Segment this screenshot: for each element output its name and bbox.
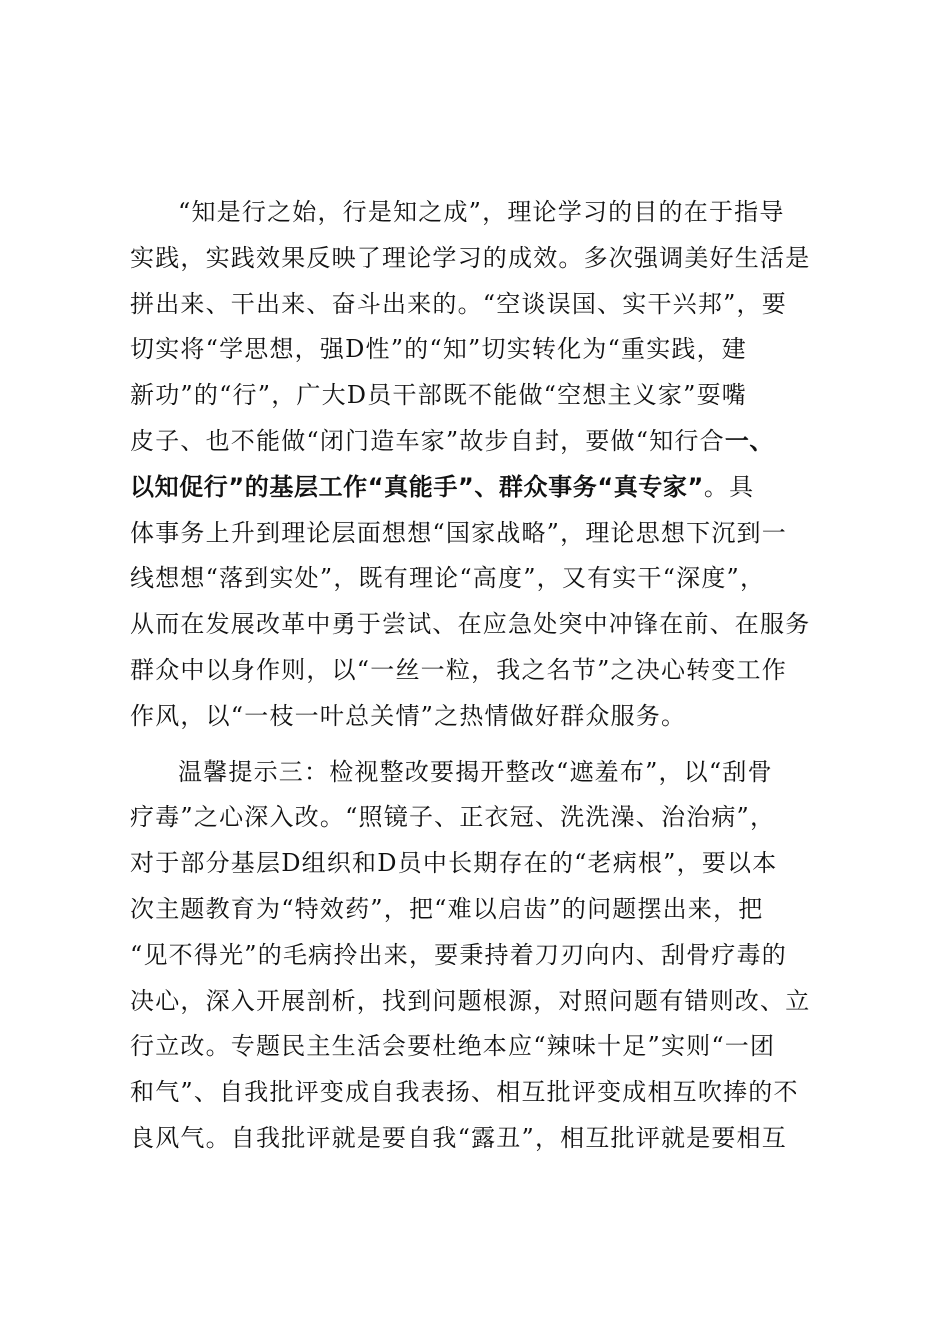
paragraph-1	[130, 190, 850, 740]
text-line: 拼出来、干出来、奋斗出来的。“空谈误国、实干兴邦”，要	[130, 289, 787, 318]
text-line: 线想想“落到实处”，既有理论“高度”，又有实干“深度”，	[130, 564, 766, 593]
text-line: 新功”的“行”，广大D员干部既不能做“空想主义家”耍嘴	[130, 381, 747, 410]
text-line	[130, 419, 850, 465]
text-line: 从而在发展改革中勇于尝试、在应急处突中冲锋在前、在服务	[130, 610, 811, 639]
paragraph-2	[130, 750, 850, 1162]
text-line: 体事务上升到理论层面想想“国家战略”，理论思想下沉到一	[130, 518, 787, 547]
text-line: 切实将“学思想，强D性”的“知”切实转化为“重实践，建	[130, 335, 747, 364]
text-line: 温馨提示三：检视整改要揭开整改“遮羞布”，以“刮骨	[178, 757, 773, 786]
text-line-segment: 皮子、也不能做“闭门造车家”故步自封，要做“知行合	[130, 426, 725, 455]
text-line-segment: 。具	[703, 472, 755, 501]
bold-text-segment: 以知促行”的基层工作“真能手”、群众事务“真专家”	[130, 472, 704, 501]
text-line: 疗毒”之心深入改。“照镜子、正衣冠、洗洗澡、治治病”，	[130, 803, 776, 832]
text-line: 次主题教育为“特效药”，把“难以启齿”的问题摆出来，把	[130, 894, 764, 923]
text-line: 作风，以“一枝一叶总关情”之热情做好群众服务。	[130, 701, 687, 730]
text-line: 和气”、自我批评变成自我表扬、相互批评变成相互吹捧的不	[130, 1078, 799, 1107]
paragraph-gap	[130, 740, 850, 750]
text-line: 行立改。专题民主生活会要杜绝本应“辣味十足”实则“一团	[130, 1032, 776, 1061]
text-line: 群众中以身作则，以“一丝一粒，我之名节”之决心转变工作	[130, 655, 787, 684]
text-line: “知是行之始，行是知之成”，理论学习的目的在于指导	[178, 198, 785, 226]
text-line: 实践，实践效果反映了理论学习的成效。多次强调美好生活是	[130, 243, 811, 272]
bold-text-segment: 一、	[724, 426, 775, 455]
text-line: 良风气。自我批评就是要自我“露丑”，相互批评就是要相互	[130, 1123, 787, 1152]
text-line	[130, 465, 850, 511]
document-body	[130, 190, 850, 1162]
text-line: 决心，深入开展剖析，找到问题根源，对照问题有错则改、立	[130, 986, 811, 1015]
text-line: 对于部分基层D组织和D员中长期存在的“老病根”，要以本	[130, 849, 778, 878]
text-line: “见不得光”的毛病拎出来，要秉持着刀刃向内、刮骨疗毒的	[130, 940, 787, 969]
